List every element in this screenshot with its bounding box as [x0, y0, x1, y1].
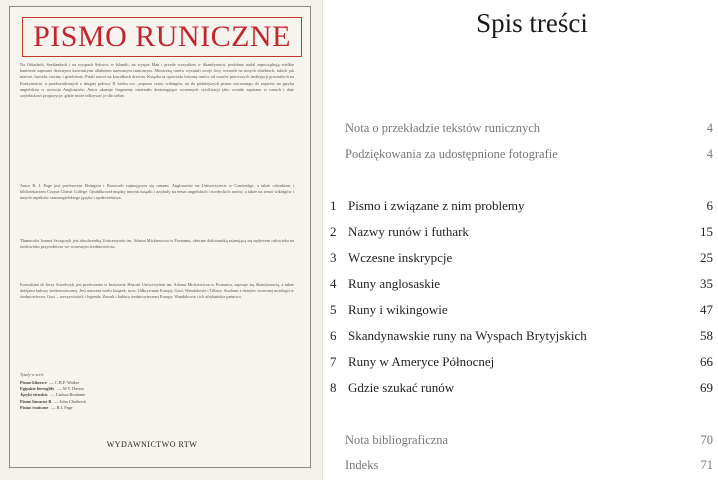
toc-front-item: Nota o przekładzie tekstów runicznych 4: [345, 121, 713, 135]
toc-chapter: 8 Gdzie szukać runów 69: [330, 380, 713, 395]
series-list: [20, 380, 140, 411]
toc-chapter: 5 Runy i wikingowie 47: [330, 302, 713, 317]
back-cover: [0, 0, 322, 480]
cover-paragraph-description: Na Orkadach, Szetlandach i na wyspach Sekwoi, w Islandii, na wyspie Man i przede wszystkim w Skandynawii, podobnie nadal zapoczątkują wielkie kamienie zapisane dziwnymi kanciastymi alfabetem nazwanym runicznym. Mimiczną runów wyrażali swoje losy, trwonili na innych obiektach, takich jak miecze, broszki, trzciny i grzebienie. Pisali nawet na kawałkach drewna. Książka ta opowiada historię runów od czasów pierwszych inskrypcji powstałych na Kontynencie, a przekształcanych z drugiej połowy II wieku n.e., poprzez czasy wikingów, aż do późniejszych pisma używanego do zapisów na języku angielskim w rozwoju Anglosasów. Autor ukazuje fragmenty materiału dostrzegające wczesnych cywilizacji jako zostało zapisane w runach i daje czytelnikowi propozycje, gdzie może odkrywać je dla siebie.: [20, 62, 294, 99]
toc-chapter: 2 Nazwy runów i futhark 15: [330, 224, 713, 239]
cover-paragraph-author: Autor R. I. Page jest profesorem Elsington i Bosworth zajmującym się runami, Anglosasów na Uniwersytecie w Cambridge, a także członkiem i bibliotekarzem Corpus Christi College. Opublikował między innymi książki i artykuły na temat angielskich i nordyckich runów, a także na temat wikingów i innych aspektów staroangielskiego języka i społeczeństwa.: [20, 183, 294, 201]
publisher-name: WYDAWNICTWO RTW: [106, 440, 198, 449]
cover-title: PISMO RUNICZNE: [22, 17, 302, 57]
toc-chapter: 4 Runy anglosaskie 35: [330, 276, 713, 291]
series-item: Pismo linearne B — John Chadwick: [20, 398, 87, 404]
toc-title: Spis treści: [476, 8, 588, 38]
series-item: Egipskie hieroglify — W.V. Davies: [20, 386, 85, 392]
series-item: Pismo klinowe — C.B.F. Walker: [20, 380, 80, 385]
series-label: Tytuły w serii:: [20, 372, 45, 377]
toc-back-item: Nota bibliograficzna 70: [345, 433, 713, 447]
toc-chapter: 7 Runy w Ameryce Północnej 66: [330, 354, 713, 369]
toc-chapter: 6 Skandynawskie runy na Wyspach Brytyjskich 58: [330, 328, 713, 343]
page-divider: [322, 0, 323, 480]
toc-chapter: 1 Pismo i związane z nim problemy 6: [330, 198, 713, 213]
toc-back-item: Indeks 71: [345, 458, 713, 472]
cover-paragraph-translator: Tłumaczka Joanna Szczęczyk jest absolwentką Uniwersytetu im. Adama Mickiewicza w Poznaniu, obecnie doktorantką zajmującą się wpływem człowieka na środowisko przyrodnicze we wczesnym średniowieczu.: [20, 238, 294, 250]
toc-front-item: Podziękowania za udostępnione fotografie 4: [345, 147, 713, 161]
toc-chapter: 3 Wczesne inskrypcje 25: [330, 250, 713, 265]
series-item: Języki etruskie — Larissa Bonfante: [20, 392, 86, 398]
cover-paragraph-consultant: Konsultant dr Jerzy Strzelczyk jest profesorem w Instytucie Historii Uniwersytetu im. Adama Mickiewicza w Poznaniu, zajmuje się Skandynawią, a także dziejami kultury średniowiecznej. Jest autorem wielu książek, m.in. Odkrywanie Europy, Goci, Wandalowie i Tilbery. Studium z dziejów wczesnej mitologii w średniowieczu, Goci – rzeczywistość i legenda, Zmruk i kultura średniowiecznej Europy, Wandalowie i ich afrykańskie państwo.: [20, 282, 294, 300]
series-item: Pismo runiczne — R.I. Page: [20, 404, 73, 410]
